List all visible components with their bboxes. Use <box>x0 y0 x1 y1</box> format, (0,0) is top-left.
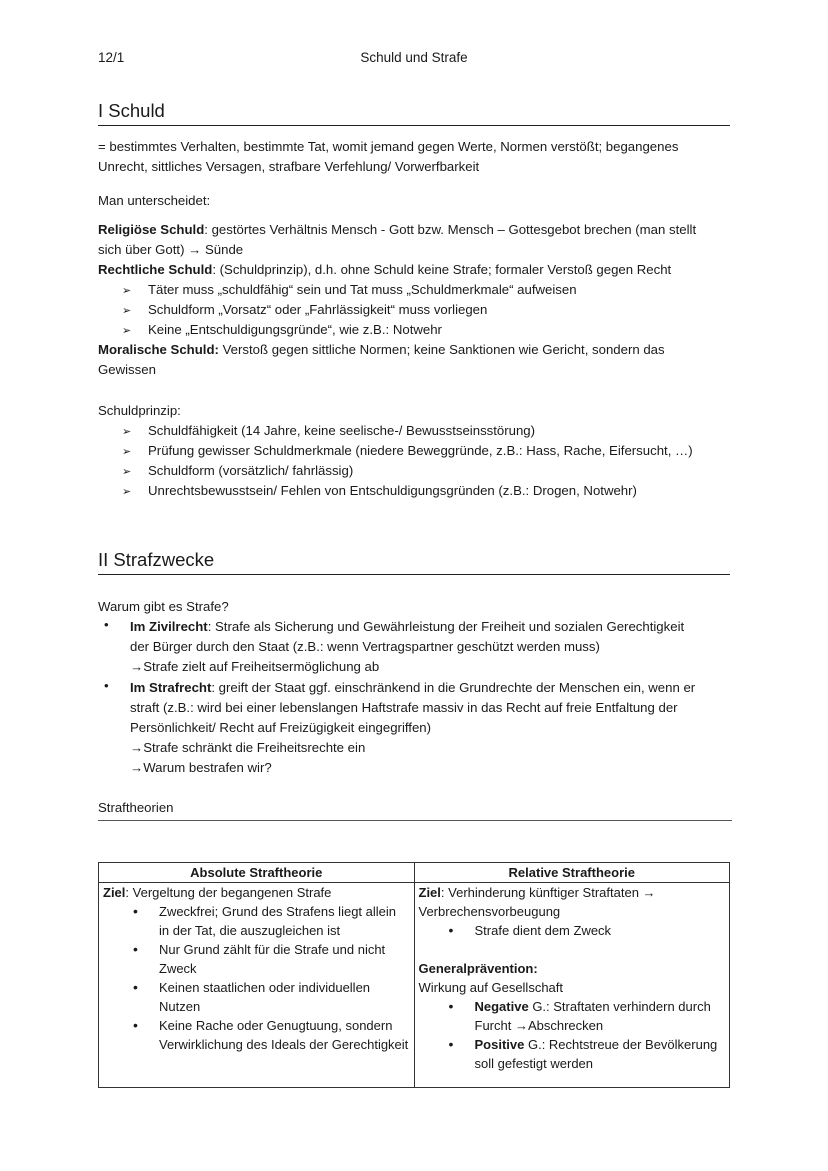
definition-line-1: = bestimmtes Verhalten, bestimmte Tat, womit jemand gegen Werte, Normen verstößt; begangenes <box>98 139 679 154</box>
list-item: • Keine Rache oder Genugtuung, sondern Verwirklichung des Ideals der Gerechtigkeit <box>133 1016 410 1054</box>
moral-guilt-label: Moralische Schuld: <box>98 342 219 357</box>
question-text: Warum gibt es Strafe? <box>98 599 229 614</box>
column-header-relative: Relative Straftheorie <box>414 863 730 883</box>
theories-table <box>98 862 730 1088</box>
legal-guilt-text: : (Schuldprinzip), d.h. ohne Schuld keine Strafe; formaler Verstoß gegen Recht <box>212 262 672 277</box>
civil-law-label: Im Zivilrecht <box>130 619 208 634</box>
list-item: • Keinen staatlichen oder individuellen Nutzen <box>133 978 410 1016</box>
list-item: • Strafe dient dem Zweck <box>449 921 726 940</box>
negative-label: Negative <box>474 999 529 1014</box>
principle-bullet-text: Prüfung gewisser Schuldmerkmale (niedere Beweggründe, z.B.: Hass, Rache, Eifersucht, …) <box>148 443 693 458</box>
goal-text: : Verhinderung künftiger Straftaten → Verbrechensvorbeugung <box>418 885 656 919</box>
principle-bullet <box>122 461 732 482</box>
religious-guilt <box>98 220 738 240</box>
religious-guilt-label: Religiöse Schuld <box>98 222 205 237</box>
legal-bullet-text: Täter muss „schuldfähig“ sein und Tat muss „Schuldmerkmale“ aufweisen <box>148 282 577 297</box>
principle-label: Schuldprinzip: <box>98 403 181 418</box>
page-number: 12/1 <box>98 50 125 65</box>
general-prevention-label: Generalprävention: <box>418 961 538 976</box>
general-prevention-text: Wirkung auf Gesellschaft <box>418 980 564 995</box>
criminal-law-line <box>130 678 735 698</box>
religious-guilt-cont: sich über Gott) → Sünde <box>98 242 244 257</box>
negative-text: G.: Straftaten verhindern durch Furcht →Abschrecken <box>474 999 711 1033</box>
criminal-law-line: straft (z.B.: wird bei einer lebenslangen Haftstrafe massiv in das Recht auf freie Entfaltung der <box>130 700 678 715</box>
list-item: • Nur Grund zählt für die Strafe und nicht Zweck <box>133 940 410 978</box>
legal-guilt-label: Rechtliche Schuld <box>98 262 213 277</box>
absolute-theory-cell <box>99 883 415 1088</box>
criminal-law-line: Persönlichkeit/ Recht auf Freizügigkeit eingegriffen) <box>130 720 432 735</box>
arrowhead-bullet-icon: ➢ <box>122 426 132 438</box>
arrowhead-bullet-icon: ➢ <box>122 305 132 317</box>
positive-label: Positive <box>474 1037 525 1052</box>
criminal-law-label: Im Strafrecht <box>130 680 212 695</box>
goal-text: : Vergeltung der begangenen Strafe <box>125 885 332 900</box>
criminal-law-conclusion: →Strafe schränkt die Freiheitsrechte ein <box>130 740 366 755</box>
principle-bullet-text: Schuldfähigkeit (14 Jahre, keine seelische-/ Bewusstseinsstörung) <box>148 423 536 438</box>
legal-bullet <box>122 300 732 321</box>
legal-bullet <box>122 280 732 301</box>
list-item: • Zweckfrei; Grund des Strafens liegt allein in der Tat, die auszugleichen ist <box>133 902 410 940</box>
column-header-absolute: Absolute Straftheorie <box>99 863 415 883</box>
religious-guilt-text: : gestörtes Verhältnis Mensch - Gott bzw. Mensch – Gottesgebot brechen (man stellt <box>204 222 697 237</box>
theories-heading: Straftheorien <box>98 800 174 815</box>
principle-bullet <box>122 481 732 502</box>
arrowhead-bullet-icon: ➢ <box>122 466 132 478</box>
absolute-bullets <box>103 902 410 1054</box>
document-title: Schuld und Strafe <box>360 50 468 65</box>
intro-text: Man unterscheidet: <box>98 193 211 208</box>
principle-bullet <box>122 421 732 442</box>
civil-law-line: der Bürger durch den Staat (z.B.: wenn Vertragspartner geschützt werden muss) <box>130 639 600 654</box>
goal-label: Ziel <box>418 885 441 900</box>
divider <box>98 820 732 821</box>
bullet-dot-icon: • <box>104 617 109 632</box>
definition-line-2: Unrecht, sittliches Versagen, strafbare Verfehlung/ Vorwerfbarkeit <box>98 159 480 174</box>
relative-goal-bullets <box>419 921 726 940</box>
civil-law-line <box>130 617 735 637</box>
arrowhead-bullet-icon: ➢ <box>122 325 132 337</box>
principle-bullet-text: Schuldform (vorsätzlich/ fahrlässig) <box>148 463 354 478</box>
positive-text: G.: Rechtstreue der Bevölkerung soll gefestigt werden <box>474 1037 718 1071</box>
legal-bullet-text: Keine „Entschuldigungsgründe“, wie z.B.: Notwehr <box>148 322 442 337</box>
relative-goal <box>419 883 726 921</box>
section-heading-strafzwecke: II Strafzwecke <box>98 549 730 575</box>
general-prevention-bullets <box>419 997 726 1073</box>
principle-bullet <box>122 441 732 462</box>
absolute-goal <box>103 883 410 902</box>
legal-bullet <box>122 320 732 341</box>
moral-guilt-text: Verstoß gegen sittliche Normen; keine Sanktionen wie Gericht, sondern das <box>218 342 665 357</box>
legal-guilt <box>98 260 738 280</box>
legal-bullet-text: Schuldform „Vorsatz“ oder „Fahrlässigkeit“ muss vorliegen <box>148 302 488 317</box>
arrowhead-bullet-icon: ➢ <box>122 486 132 498</box>
arrowhead-bullet-icon: ➢ <box>122 446 132 458</box>
moral-guilt-cont: Gewissen <box>98 362 156 377</box>
bullet-dot-icon: • <box>104 678 109 693</box>
arrowhead-bullet-icon: ➢ <box>122 285 132 297</box>
civil-law-conclusion: →Strafe zielt auf Freiheitsermöglichung ab <box>130 659 380 674</box>
criminal-law-text: : greift der Staat ggf. einschränkend in die Grundrechte der Menschen ein, wenn er <box>211 680 696 695</box>
moral-guilt <box>98 340 738 360</box>
principle-bullet-text: Unrechtsbewusstsein/ Fehlen von Entschuldigungsgründen (z.B.: Drogen, Notwehr) <box>148 483 637 498</box>
civil-law-text: : Strafe als Sicherung und Gewährleistung der Freiheit und sozialen Gerechtigkeit <box>207 619 685 634</box>
section-heading-schuld: I Schuld <box>98 100 730 126</box>
goal-label: Ziel <box>103 885 126 900</box>
criminal-law-question: →Warum bestrafen wir? <box>130 760 272 775</box>
list-item <box>449 997 726 1035</box>
list-item <box>449 1035 726 1073</box>
relative-theory-cell <box>414 883 730 1088</box>
